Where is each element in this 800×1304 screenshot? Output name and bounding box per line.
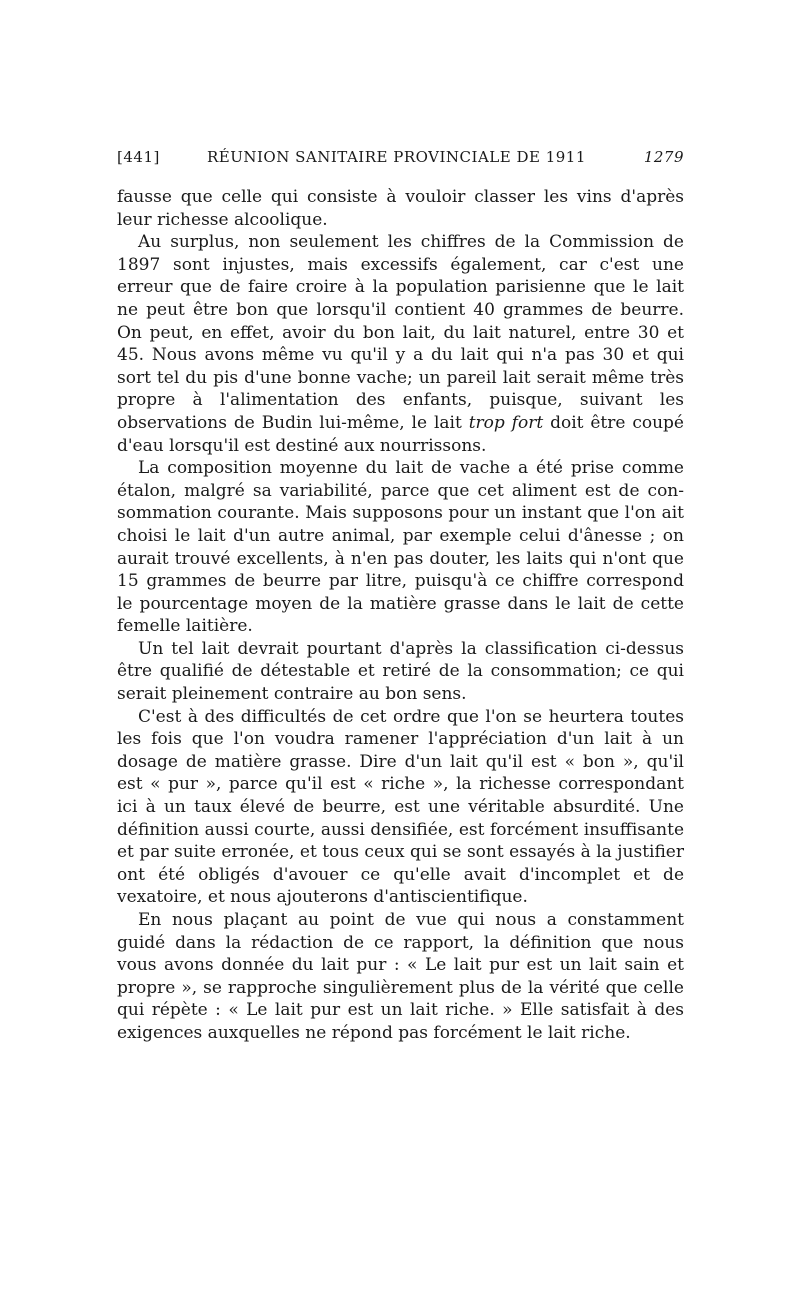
text-segment: Au surplus, non seulement les chiffres de la Commission de 1897 sont injustes, mais excessifs également, car c'est une erreur que de faire croire à la population parisienne que le lait ne peut être bon que lorsqu'il contient 40 grammes de beurre. On peut, en effet, avoir du bon lait, du lait naturel, entre 30 et 45. Nous avons même vu qu'il y a du lait qui n'a pas 30 et qui sort tel du pis d'une bonne vache; un pareil lait serait même très propre à l'alimentation des enfants, puisque, suivant les observations de Budin lui-même, le lait — [117, 232, 684, 433]
text-segment: La composition moyenne du lait de vache a été prise comme étalon, malgré sa variabilité, parce que cet aliment est de consommation courante. Mais supposons pour un instant que l'on ait choisi le lait d'un autre animal, par exemple celui d'ânesse ; on aurait trouvé excellents, à n'en pas douter, les laits qui n'ont que 15 grammes de beurre par litre, puisqu'à ce chiffre correspond le pourcentage moyen de la matière grasse dans le lait de cette femelle laitière. — [117, 458, 684, 637]
paragraph — [117, 638, 684, 706]
paragraph — [117, 186, 684, 231]
book-page — [117, 148, 684, 1045]
paragraph — [117, 706, 684, 909]
body-text — [117, 186, 684, 1045]
italic-segment: trop fort — [468, 412, 544, 433]
text-segment: En nous plaçant au point de vue qui nous a constamment guidé dans la rédaction de ce rapport, la définition que nous vous avons donnée du lait pur : « Le lait pur est un lait sain et propre », se rapproche singulièrement plus de la vérité que celle qui répète : « Le lait pur est un lait riche. » Elle satisfait à des exigences auxquelles ne répond pas forcément le lait riche. — [117, 910, 684, 1043]
paragraph — [117, 909, 684, 1045]
text-segment: C'est à des difficultés de cet ordre que l'on se heurtera toutes les fois que l'on voudra ramener l'appréciation d'un lait à un dosage de matière grasse. Dire d'un lait qu'il est « bon », qu'il est « pur », parce qu'il est « riche », la richesse correspondant ici à un taux élevé de beurre, est une véritable absurdité. Une définition aussi courte, aussi densifiée, est forcément insuffisante et par suite erronée, et tous ceux qui se sont essayés à la justifier ont été obligés d'avouer ce qu'elle avait d'incomplet et de vexatoire, et nous ajouterons d'antiscientifique. — [117, 706, 684, 908]
section-reference: [441] — [117, 148, 160, 166]
text-segment: doit être coupé d'eau lorsqu'il est destiné aux nourrissons. — [117, 412, 684, 456]
running-title: RÉUNION SANITAIRE PROVINCIALE DE 1911 — [207, 148, 586, 166]
paragraph — [117, 231, 684, 457]
running-header — [117, 148, 684, 174]
page-number: 1279 — [643, 148, 684, 166]
text-segment: Un tel lait devrait pourtant d'après la classification ci-dessus être qualifié de détestable et retiré de la consommation; ce qui serait pleinement contraire au bon sens. — [117, 638, 684, 705]
text-segment: fausse que celle qui consiste à vouloir classer les vins d'après leur richesse alcoolique. — [117, 187, 684, 230]
paragraph — [117, 457, 684, 638]
